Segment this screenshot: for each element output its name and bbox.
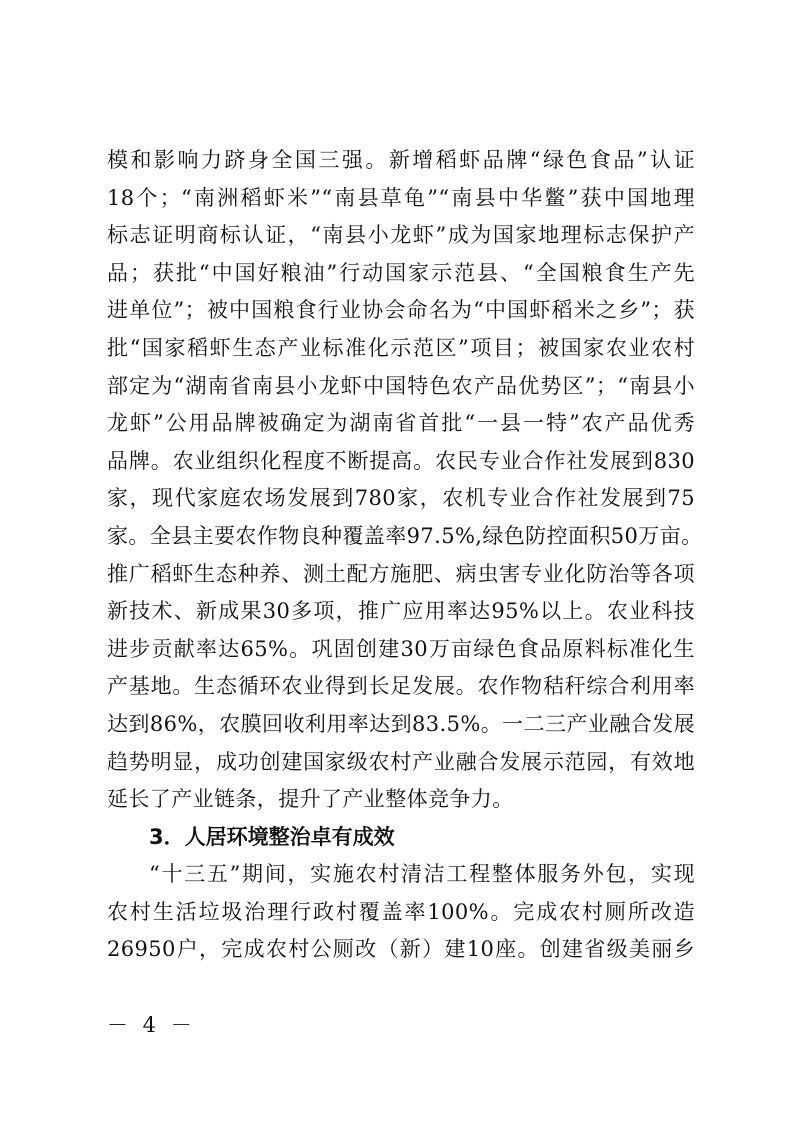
paragraph-line: 家。全县主要农作物良种覆盖率97.5%,绿色防控面积50万亩。	[107, 523, 703, 548]
section-line: “十三五”期间，实施农村清洁工程整体服务外包，实现	[149, 862, 695, 887]
paragraph-line: 达到86%，农膜回收利用率达到83.5%。一二三产业融合发展	[107, 711, 695, 736]
section-line: 农村生活垃圾治理行政村覆盖率100%。完成农村厕所改造	[107, 899, 695, 924]
paragraph-line: 延长了产业链条，提升了产业整体竞争力。	[107, 787, 514, 812]
paragraph-line: 标志证明商标认证，“南县小龙虾”成为国家地理标志保护产	[107, 223, 695, 248]
paragraph-line: 模和影响力跻身全国三强。新增稻虾品牌“绿色食品”认证	[107, 148, 695, 172]
paragraph-line: 推广稻虾生态种养、测土配方施肥、病虫害专业化防治等各项	[107, 561, 695, 586]
page-number: － 4 －	[107, 1013, 196, 1037]
paragraph-line: 新技术、新成果30多项，推广应用率达95%以上。农业科技	[107, 599, 695, 624]
paragraph-line: 进步贡献率达65%。巩固创建30万亩绿色食品原料标准化生	[107, 636, 695, 661]
paragraph-line: 产基地。生态循环农业得到长足发展。农作物秸秆综合利用率	[107, 674, 695, 699]
section-line: 26950户，完成农村公厕改（新）建10座。创建省级美丽乡	[107, 937, 695, 962]
paragraph-line: 进单位”；被中国粮食行业协会命名为“中国虾稻米之乡”；获	[107, 298, 695, 323]
paragraph-line: 趋势明显，成功创建国家级农村产业融合发展示范园，有效地	[107, 749, 695, 774]
paragraph-line: 部定为“湖南省南县小龙虾中国特色农产品优势区”；“南县小	[107, 373, 695, 398]
body-text	[107, 142, 703, 969]
paragraph-line: 品；获批“中国好粮油”行动国家示范县、“全国粮食生产先	[107, 260, 695, 285]
paragraph-line: 18个；“南洲稻虾米”“南县草龟”“南县中华鳖”获中国地理	[107, 185, 695, 210]
section-heading: 3．人居环境整治卓有成效	[149, 824, 395, 849]
paragraph-line: 批“国家稻虾生态产业标准化示范区”项目；被国家农业农村	[107, 335, 695, 360]
paragraph-line: 龙虾”公用品牌被确定为湖南省首批“一县一特”农产品优秀	[107, 411, 695, 436]
paragraph-line: 家，现代家庭农场发展到780家，农机专业合作社发展到75	[107, 486, 695, 511]
paragraph-line: 品牌。农业组织化程度不断提高。农民专业合作社发展到830	[107, 448, 695, 473]
